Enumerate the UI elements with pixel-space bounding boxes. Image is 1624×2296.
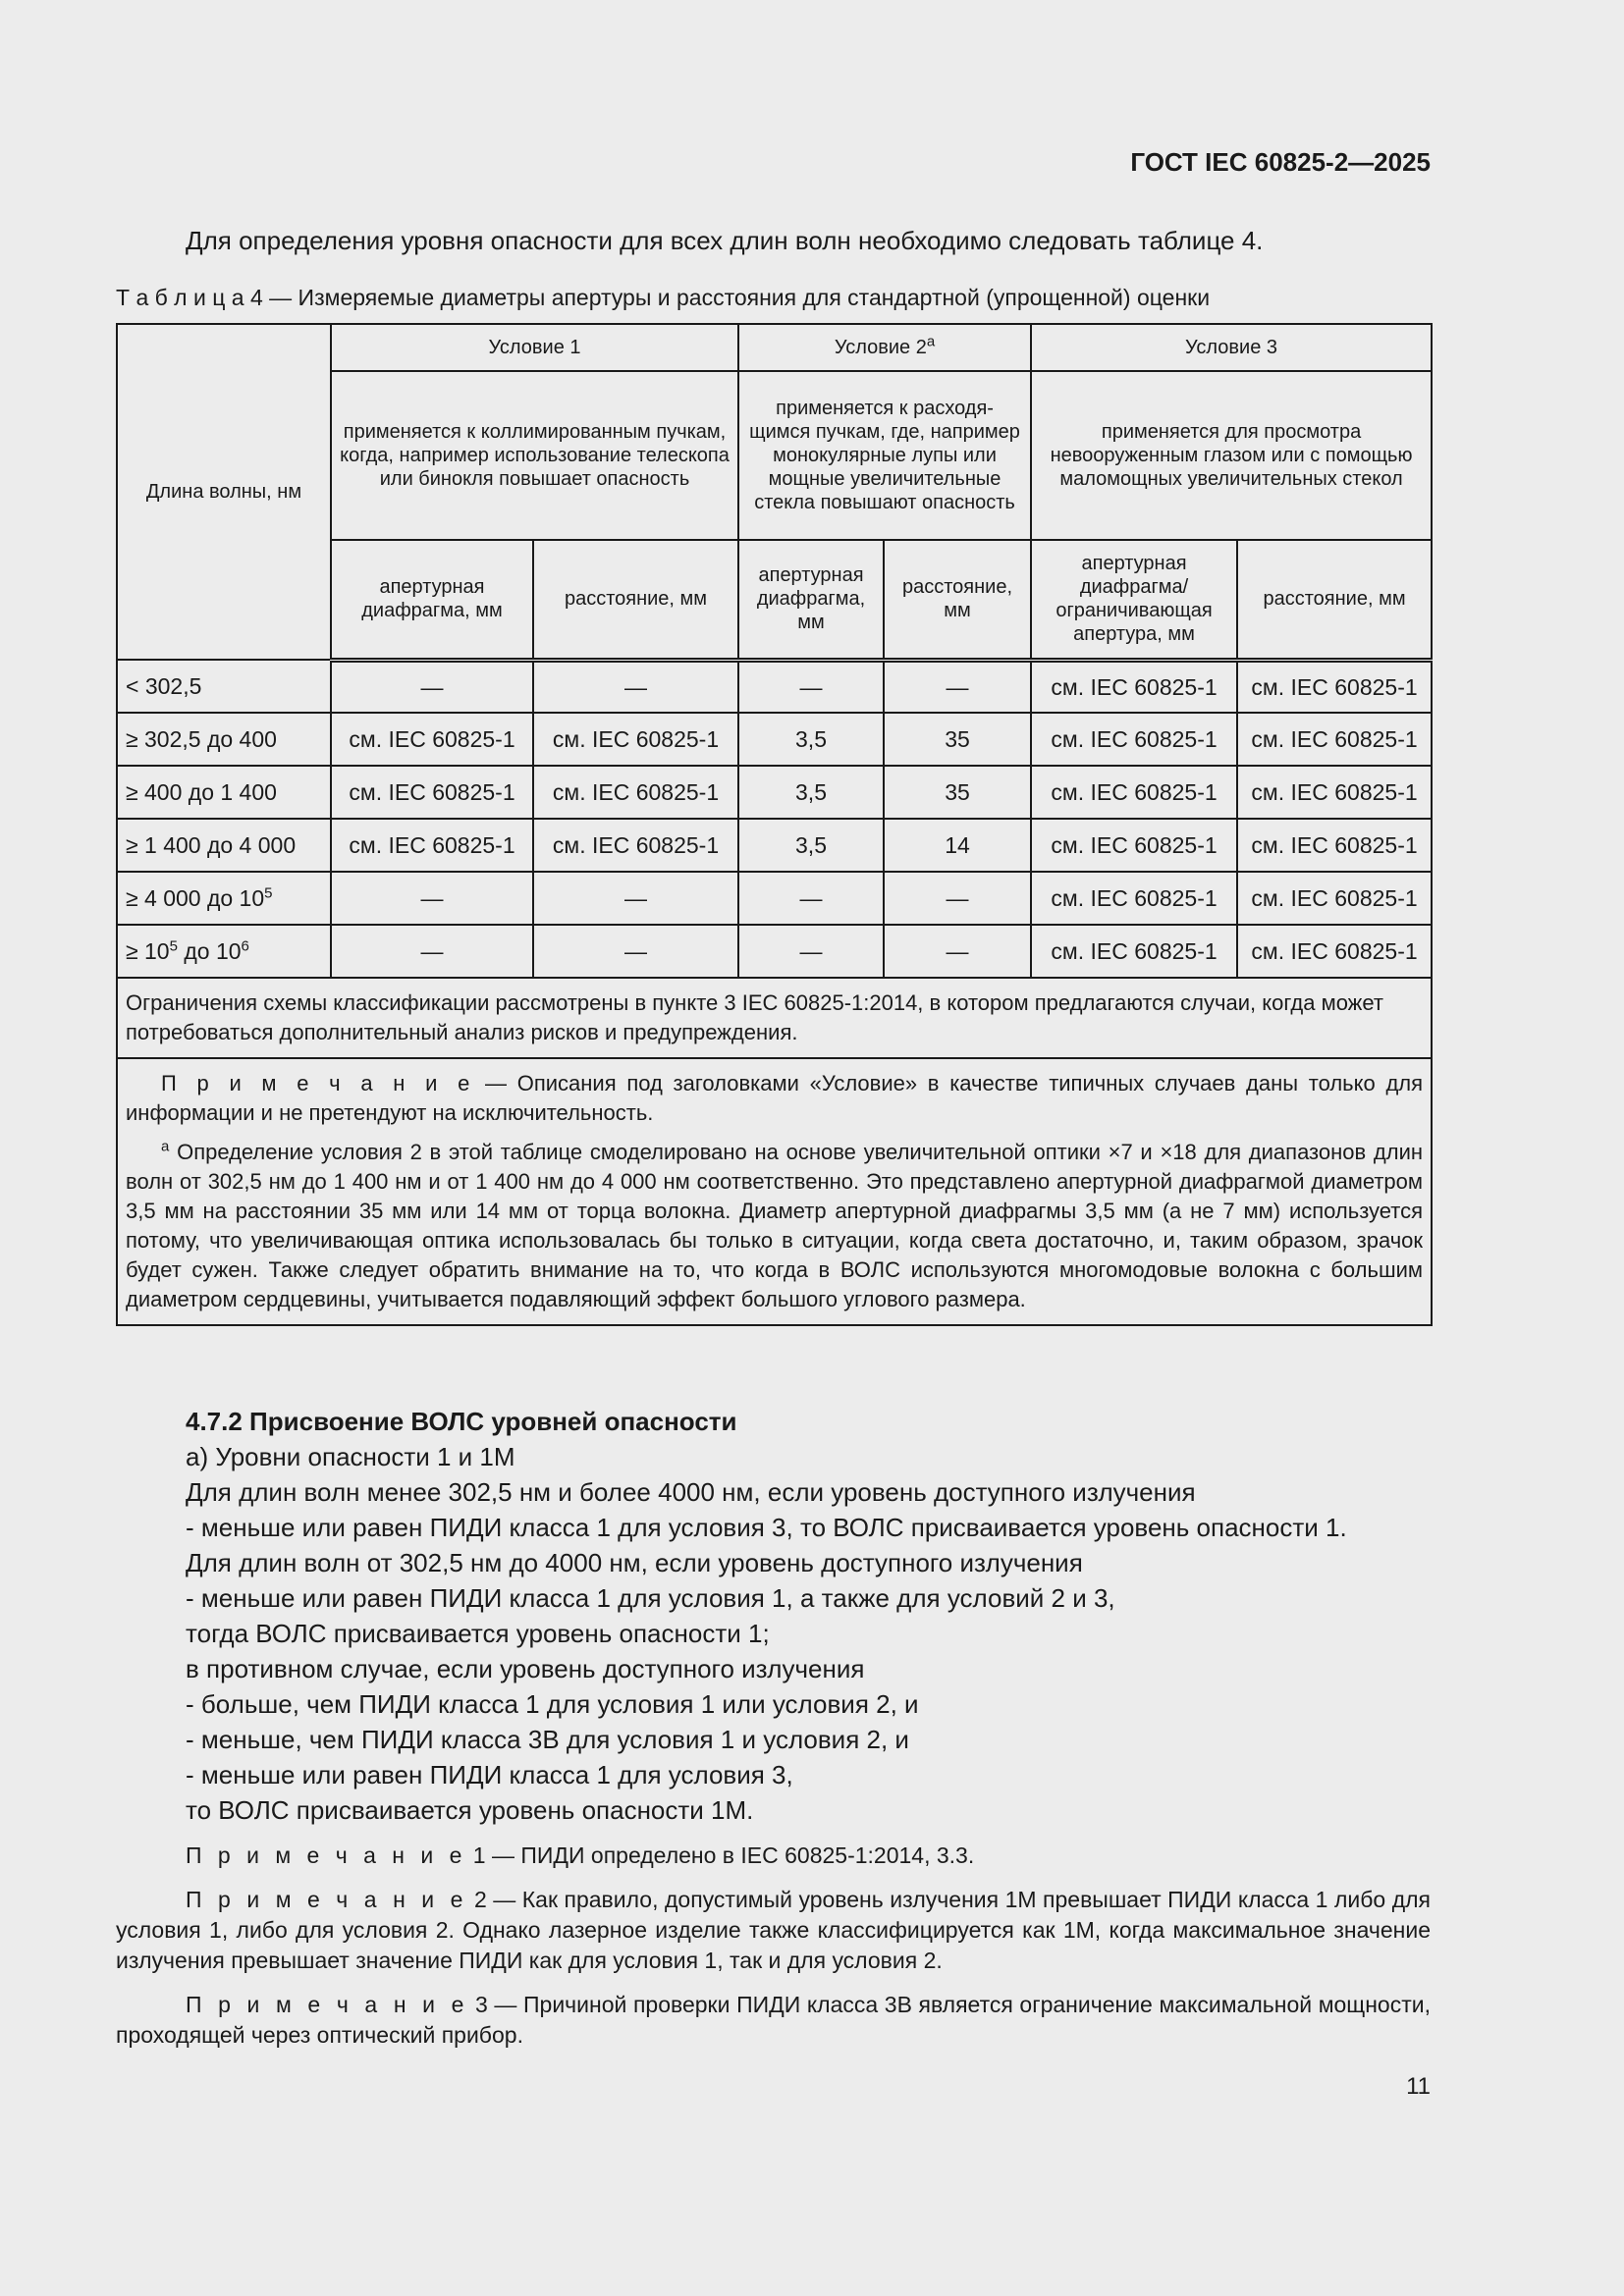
- table-cell: см. IEC 60825-1: [1237, 819, 1432, 872]
- wavelength-cell: ≥ 302,5 до 400: [117, 713, 331, 766]
- table-header-row: [117, 324, 1432, 371]
- table-cell: —: [738, 872, 884, 925]
- table-cell: —: [884, 872, 1031, 925]
- table-cell: см. IEC 60825-1: [1237, 872, 1432, 925]
- table-cell: см. IEC 60825-1: [1031, 872, 1237, 925]
- table-cell: см. IEC 60825-1: [533, 713, 738, 766]
- section-line: - меньше, чем ПИДИ класса 3В для условия 1 и условия 2, и: [186, 1725, 909, 1754]
- table-cell: см. IEC 60825-1: [1031, 925, 1237, 978]
- wavelength-cell: ≥ 1 400 до 4 000: [117, 819, 331, 872]
- note-1: П р и м е ч а н и е 1 — ПИДИ определено в IEC 60825-1:2014, 3.3.: [186, 1842, 975, 1868]
- table-row: [117, 660, 1432, 713]
- table-cell: 3,5: [738, 819, 884, 872]
- table-cell: см. IEC 60825-1: [1031, 819, 1237, 872]
- section-4-7-2: [186, 1404, 1433, 1828]
- table-cell: 14: [884, 819, 1031, 872]
- table-cell: см. IEC 60825-1: [1237, 925, 1432, 978]
- header-condition-1: Условие 1: [331, 324, 738, 371]
- section-line: - меньше или равен ПИДИ класса 1 для условия 1, а также для условий 2 и 3,: [186, 1583, 1115, 1613]
- section-title: 4.7.2 Присвоение ВОЛС уровней опасности: [186, 1407, 737, 1436]
- table-note: П р и м е ч а н и е — Описания под заголовками «Условие» в качестве типичных случаев даны только для информации и не претендуют на исключительность.: [126, 1071, 1424, 1125]
- header-condition-3: Условие 3: [1031, 324, 1432, 371]
- header-wavelength: Длина волны, нм: [117, 324, 331, 660]
- table-cell: —: [533, 660, 738, 713]
- table-cell: см. IEC 60825-1: [1031, 713, 1237, 766]
- subheader-distance-3: расстояние, мм: [1237, 540, 1432, 660]
- table-cell: см. IEC 60825-1: [1237, 660, 1432, 713]
- table-cell: см. IEC 60825-1: [1031, 766, 1237, 819]
- table-cell: см. IEC 60825-1: [331, 766, 533, 819]
- table-cell: 35: [884, 713, 1031, 766]
- document-header: ГОСТ IEC 60825-2—2025: [1130, 147, 1431, 177]
- limits-text: Ограничения схемы классификации рассмотрены в пункте 3 IEC 60825-1:2014, в котором предлагаются случаи, когда может потребоваться дополнительный анализ рисков и предупреждения.: [117, 978, 1432, 1058]
- wavelength-cell: ≥ $10^5$ до $10^6$: [117, 925, 331, 978]
- table-cell: —: [738, 925, 884, 978]
- table-row: [117, 713, 1432, 766]
- section-line: - больше, чем ПИДИ класса 1 для условия 1 или условия 2, и: [186, 1689, 919, 1719]
- table-limits-row: [117, 978, 1432, 1058]
- table-cell: —: [738, 660, 884, 713]
- section-notes: [116, 1841, 1431, 2064]
- subheader-distance-1: расстояние, мм: [533, 540, 738, 660]
- table-cell: —: [331, 925, 533, 978]
- table-row: [117, 766, 1432, 819]
- wavelength-cell: ≥ 4 000 до $10^5$: [117, 872, 331, 925]
- table-caption-text: 4 — Измеряемые диаметры апертуры и расстояния для стандартной (упрощенной) оценки: [249, 285, 1211, 310]
- wavelength-cell: ≥ 400 до 1 400: [117, 766, 331, 819]
- table-cell: —: [533, 872, 738, 925]
- section-line: - меньше или равен ПИДИ класса 1 для условия 3,: [186, 1760, 793, 1789]
- table-notes-row: [117, 1058, 1432, 1325]
- table-caption-label: Т а б л и ц а: [116, 285, 244, 310]
- table-row: [117, 819, 1432, 872]
- table-cell: —: [884, 660, 1031, 713]
- subheader-aperture-2: апертурная диафрагма, мм: [738, 540, 884, 660]
- table-row: [117, 872, 1432, 925]
- subheader-aperture-1: апертурная диафрагма, мм: [331, 540, 533, 660]
- page-number: 11: [1406, 2073, 1431, 2100]
- table-cell: 3,5: [738, 713, 884, 766]
- condition-1-description: применяется к коллимированным пучкам, когда, например использование телескопа или бинокля повышает опасность: [331, 371, 738, 540]
- section-line: Для длин волн менее 302,5 нм и более 4000 нм, если уровень доступного излучения: [186, 1477, 1196, 1507]
- table-cell: —: [884, 925, 1031, 978]
- table-cell: —: [331, 660, 533, 713]
- subheader-aperture-3: апертурная диафрагма/ ограничивающая апертура, мм: [1031, 540, 1237, 660]
- note-3: П р и м е ч а н и е 3 — Причиной проверки ПИДИ класса 3В является ограничение максимальной мощности, проходящей через оптический прибор.: [116, 1992, 1431, 2048]
- table-4: [116, 323, 1433, 1326]
- table-cell: см. IEC 60825-1: [331, 819, 533, 872]
- table-cell: см. IEC 60825-1: [1237, 713, 1432, 766]
- table-cell: см. IEC 60825-1: [533, 819, 738, 872]
- wavelength-cell: < 302,5: [117, 660, 331, 713]
- table-caption: [116, 285, 1210, 311]
- intro-paragraph: Для определения уровня опасности для всех длин волн необходимо следовать таблице 4.: [186, 226, 1264, 255]
- table-cell: см. IEC 60825-1: [533, 766, 738, 819]
- condition-2-description: применяется к расходя-щимся пучкам, где, например монокулярные лупы или мощные увеличительные стекла повышают опасность: [738, 371, 1031, 540]
- condition-3-description: применяется для просмотра невооруженным глазом или с помощью маломощных увеличительных стекол: [1031, 371, 1432, 540]
- section-line: то ВОЛС присваивается уровень опасности 1М.: [186, 1795, 754, 1825]
- section-line: Для длин волн от 302,5 нм до 4000 нм, если уровень доступного излучения: [186, 1548, 1083, 1577]
- table-row: [117, 925, 1432, 978]
- section-line: тогда ВОЛС присваивается уровень опасности 1;: [186, 1619, 770, 1648]
- section-line: а) Уровни опасности 1 и 1М: [186, 1442, 515, 1471]
- subheader-distance-2: расстояние, мм: [884, 540, 1031, 660]
- header-condition-2: Условие 2$^a$: [738, 324, 1031, 371]
- section-line: - меньше или равен ПИДИ класса 1 для условия 3, то ВОЛС присваивается уровень опасности 1.: [186, 1513, 1347, 1542]
- table-cell: —: [533, 925, 738, 978]
- note-2: П р и м е ч а н и е 2 — Как правило, допустимый уровень излучения 1М превышает ПИДИ класса 1 либо для условия 1, либо для условия 2. Однако лазерное изделие также классифицируется как 1М, когда максимальное значение излучения превышает значение ПИДИ как для условия 1, так и для условия 2.: [116, 1887, 1431, 1973]
- table-cell: —: [331, 872, 533, 925]
- table-cell: см. IEC 60825-1: [1031, 660, 1237, 713]
- table-cell: 3,5: [738, 766, 884, 819]
- section-line: в противном случае, если уровень доступного излучения: [186, 1654, 865, 1683]
- table-cell: см. IEC 60825-1: [331, 713, 533, 766]
- table-notes: [117, 1058, 1432, 1325]
- table-cell: см. IEC 60825-1: [1237, 766, 1432, 819]
- table-cell: 35: [884, 766, 1031, 819]
- table-footnote: $^a$ Определение условия 2 в этой таблице смоделировано на основе увеличительной оптики ×7 и ×18 для диапазонов длин волн от 302,5 нм до 1 400 нм и от 1 400 нм до 4 000 нм соответственно. Это представлено апертурной диафрагмой диаметром 3,5 мм на расстоянии 35 мм или 14 мм от торца волокна. Диаметр апертурной диафрагмы 3,5 мм (а не 7 мм) используется потому, что увеличивающая оптика использовалась бы только в ситуации, когда света достаточно, и, таким образом, зрачок будет сужен. Также следует обратить внимание на то, что когда в ВОЛС используются многомодовые волокна с большим диаметром сердцевины, учитывается подавляющий эффект большого углового размера.: [126, 1138, 1424, 1311]
